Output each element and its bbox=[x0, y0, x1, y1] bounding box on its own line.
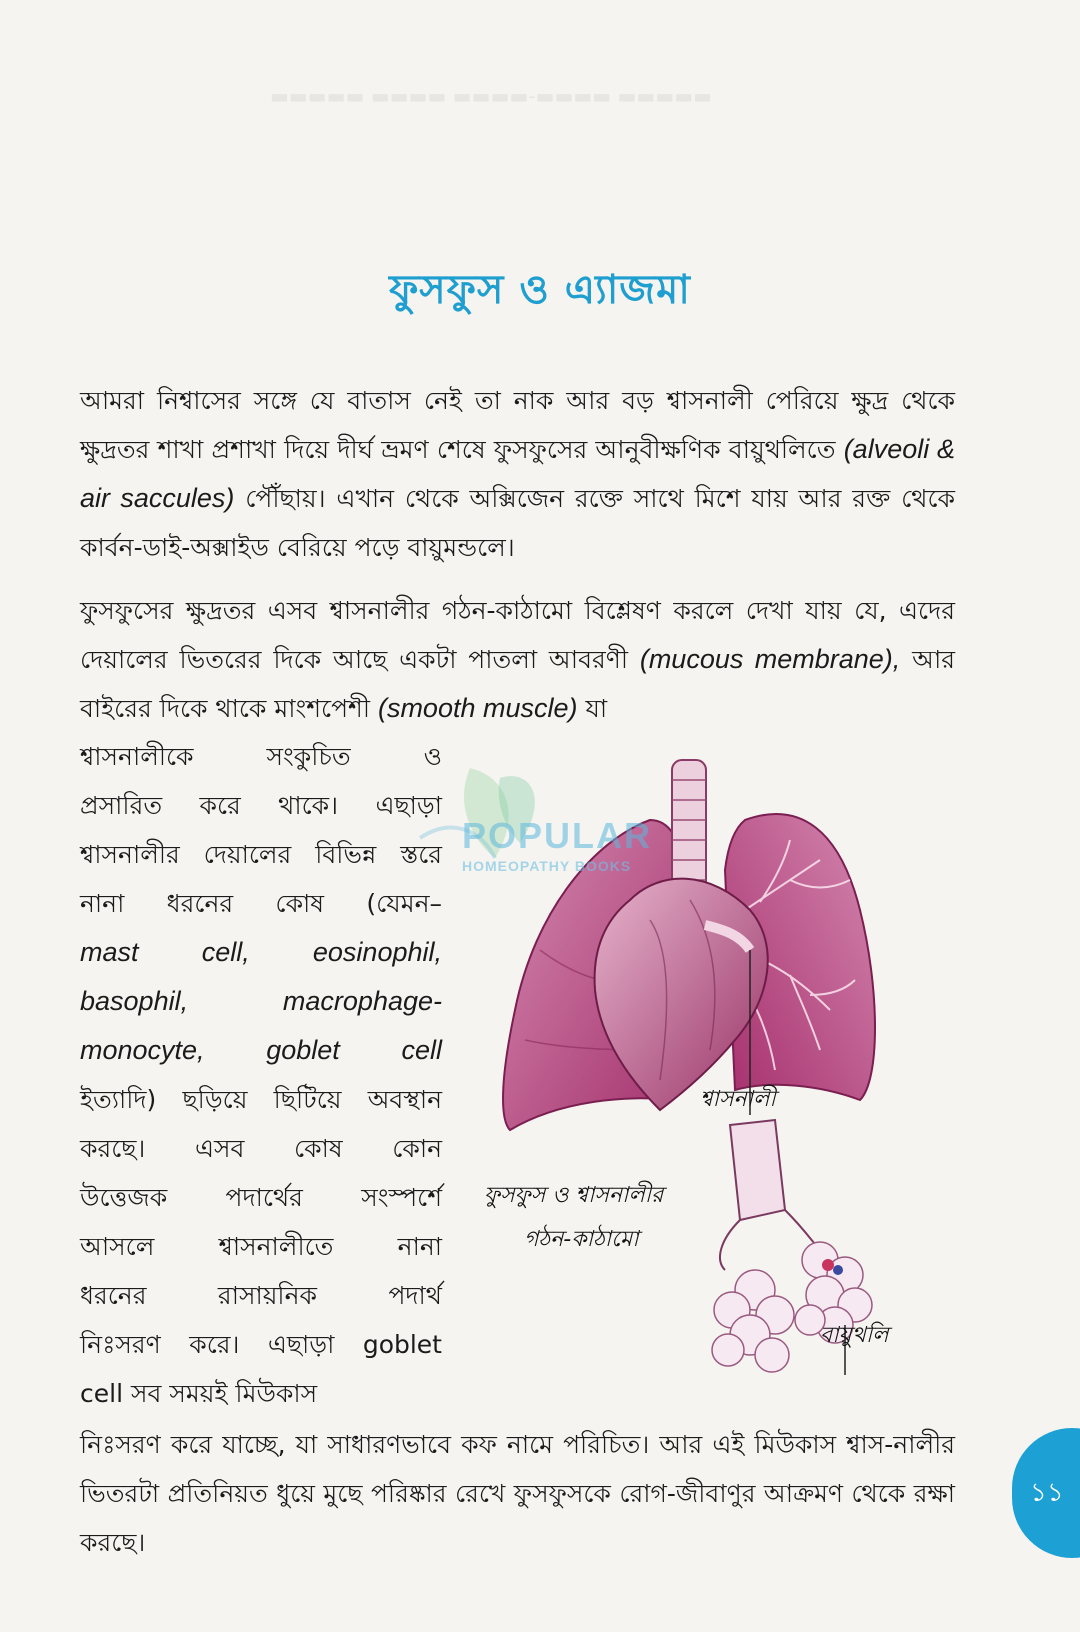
column-line: cell সব সময়ই মিউকাস bbox=[80, 1379, 318, 1408]
watermark-subtitle: HOMEOPATHY BOOKS bbox=[462, 858, 632, 874]
column-line: উত্তেজক পদার্থের সংস্পর্শে bbox=[80, 1183, 442, 1212]
paragraph-2 bbox=[80, 586, 955, 733]
paragraph-2-english-term-2: (smooth muscle) bbox=[377, 693, 578, 723]
page-title: ফুসফুস ও এ্যাজমা bbox=[389, 267, 691, 313]
column-line: ধরনের রাসায়নিক পদার্থ bbox=[80, 1281, 442, 1310]
label-trachea: শ্বাসনালী bbox=[700, 1087, 776, 1112]
label-alveoli: বায়ুথলি bbox=[820, 1323, 889, 1348]
paragraph-2-text-c: যা bbox=[585, 694, 608, 723]
column-line: করছে। এসব কোষ কোন bbox=[80, 1134, 442, 1163]
column-line: basophil, macrophage- bbox=[80, 986, 442, 1016]
paragraph-2-english-term-1: (mucous membrane), bbox=[639, 644, 901, 674]
watermark-title: POPULAR bbox=[462, 815, 653, 856]
column-line: নিঃসরণ করে। এছাড়া goblet bbox=[80, 1330, 442, 1359]
paragraph-3-narrow-column bbox=[80, 732, 442, 1418]
page-number-badge bbox=[1012, 1428, 1080, 1558]
paragraph-1 bbox=[80, 376, 955, 572]
page-number: ১১ bbox=[1030, 1478, 1064, 1508]
figure-caption-line-1: ফুসফুস ও শ্বাসনালীর bbox=[484, 1183, 664, 1208]
paragraph-1-text-b: পৌঁছায়। এখান থেকে অক্সিজেন রক্তে সাথে মিশে যায় আর রক্ত থেকে কার্বন-ডাই-অক্সাইড বেরিয়ে পড়ে বায়ুমন্ডলে। bbox=[80, 484, 955, 562]
column-line: monocyte, goblet cell bbox=[80, 1035, 442, 1065]
paragraph-2-text-b: আর বাইরের দিকে থাকে মাংশপেশী bbox=[80, 645, 955, 723]
column-line: নানা ধরনের কোষ (যেমন– bbox=[80, 889, 442, 918]
column-line: ইত্যাদি) ছড়িয়ে ছিটিয়ে অবস্থান bbox=[80, 1085, 442, 1114]
bleed-through-text: ▬▬▬▬▬ ▬▬▬▬ ▬▬▬▬-▬▬▬▬ ▬▬▬▬▬ bbox=[270, 84, 713, 108]
column-line: শ্বাসনালীকে সংকুচিত ও bbox=[80, 742, 442, 771]
column-line: প্রসারিত করে থাকে। এছাড়া bbox=[80, 791, 442, 820]
paragraph-2-text-a: ফুসফুসের ক্ষুদ্রতর এসব শ্বাসনালীর গঠন-কাঠামো বিশ্লেষণ করলে দেখা যায় যে, এদের দেয়ালের ভিতরের দিকে আছে একটা পাতলা আবরণী bbox=[80, 596, 955, 674]
paragraph-4: নিঃসরণ করে যাচ্ছে, যা সাধারণভাবে কফ নামে পরিচিত। আর এই মিউকাস শ্বাস-নালীর ভিতরটা প্রতিনিয়ত ধুয়ে মুছে পরিষ্কার রেখে ফুসফুসকে রোগ-জীবাণুর আক্রমণ থেকে রক্ষা করছে। bbox=[80, 1430, 955, 1557]
figure-caption-line-2: গঠন-কাঠামো bbox=[524, 1227, 639, 1252]
paragraph-1-english-term: (alveoli & air saccules) bbox=[80, 434, 955, 513]
paragraph-1-text-a: আমরা নিশ্বাসের সঙ্গে যে বাতাস নেই তা নাক আর বড় শ্বাসনালী পেরিয়ে ক্ষুদ্র থেকে ক্ষুদ্রতর শাখা প্রশাখা দিয়ে দীর্ঘ ভ্রমণ শেষে ফুসফুসের আনুবীক্ষণিক বায়ুথলিতে bbox=[80, 386, 955, 464]
column-line: আসলে শ্বাসনালীতে নানা bbox=[80, 1232, 442, 1261]
column-line: শ্বাসনালীর দেয়ালের বিভিন্ন স্তরে bbox=[80, 840, 442, 869]
column-line: mast cell, eosinophil, bbox=[80, 937, 442, 967]
